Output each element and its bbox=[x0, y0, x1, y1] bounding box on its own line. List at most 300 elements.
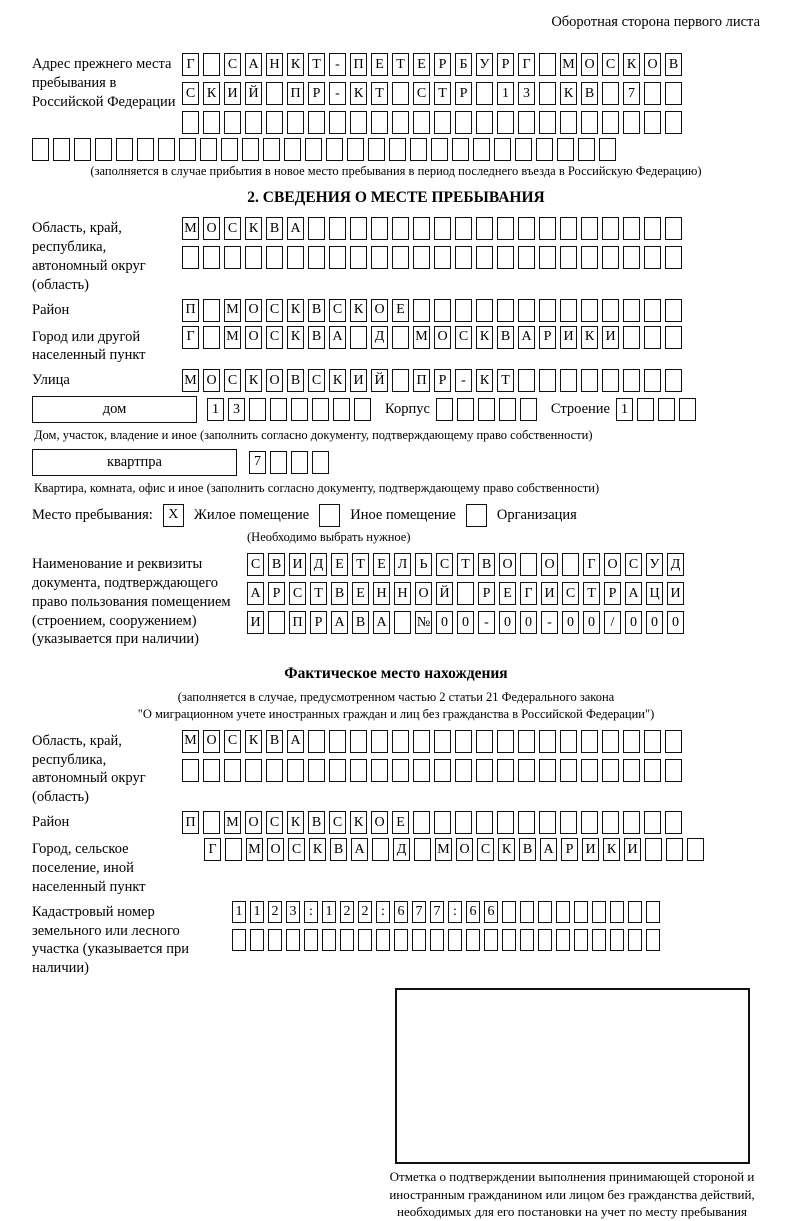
char-cell[interactable]: Т bbox=[583, 582, 600, 605]
char-cell[interactable]: 1 bbox=[322, 901, 336, 923]
char-cell[interactable]: 1 bbox=[497, 82, 514, 105]
char-cell[interactable]: Т bbox=[352, 553, 369, 576]
char-cell[interactable]: И bbox=[667, 582, 684, 605]
char-cell[interactable]: Т bbox=[497, 369, 514, 392]
char-cell[interactable] bbox=[266, 82, 283, 105]
char-cell[interactable] bbox=[347, 138, 364, 161]
char-cell[interactable] bbox=[536, 138, 553, 161]
char-cell[interactable]: И bbox=[624, 838, 641, 861]
char-cell[interactable]: В bbox=[519, 838, 536, 861]
char-cell[interactable] bbox=[628, 929, 642, 951]
char-cell[interactable] bbox=[413, 730, 430, 753]
char-cell[interactable]: Й bbox=[436, 582, 453, 605]
char-cell[interactable] bbox=[266, 759, 283, 782]
char-cell[interactable]: О bbox=[266, 369, 283, 392]
char-cell[interactable]: 6 bbox=[484, 901, 498, 923]
char-cell[interactable]: О bbox=[541, 553, 558, 576]
char-cell[interactable] bbox=[665, 217, 682, 240]
char-cell[interactable]: 0 bbox=[499, 611, 516, 634]
char-cell[interactable] bbox=[581, 811, 598, 834]
char-cell[interactable]: В bbox=[308, 299, 325, 322]
char-cell[interactable]: 7 bbox=[430, 901, 444, 923]
char-cell[interactable] bbox=[623, 759, 640, 782]
char-cell[interactable] bbox=[263, 138, 280, 161]
char-cell[interactable]: Т bbox=[371, 82, 388, 105]
char-cell[interactable] bbox=[499, 398, 516, 421]
char-cell[interactable] bbox=[518, 246, 535, 269]
char-cell[interactable]: К bbox=[287, 299, 304, 322]
char-cell[interactable] bbox=[326, 138, 343, 161]
char-cell[interactable] bbox=[476, 730, 493, 753]
char-cell[interactable] bbox=[392, 246, 409, 269]
char-cell[interactable] bbox=[556, 901, 570, 923]
char-cell[interactable] bbox=[308, 730, 325, 753]
char-cell[interactable] bbox=[665, 299, 682, 322]
char-cell[interactable]: 1 bbox=[250, 901, 264, 923]
char-cell[interactable] bbox=[350, 759, 367, 782]
char-cell[interactable]: С bbox=[329, 299, 346, 322]
char-cell[interactable] bbox=[200, 138, 217, 161]
char-cell[interactable]: 2 bbox=[340, 901, 354, 923]
char-cell[interactable]: К bbox=[287, 53, 304, 76]
char-cell[interactable] bbox=[623, 217, 640, 240]
char-cell[interactable] bbox=[203, 326, 220, 349]
char-cell[interactable] bbox=[574, 901, 588, 923]
char-cell[interactable]: / bbox=[604, 611, 621, 634]
char-cell[interactable]: 7 bbox=[249, 451, 266, 474]
char-cell[interactable]: 3 bbox=[228, 398, 245, 421]
char-cell[interactable]: 6 bbox=[466, 901, 480, 923]
char-cell[interactable] bbox=[476, 217, 493, 240]
char-cell[interactable]: С bbox=[224, 53, 241, 76]
char-cell[interactable]: М bbox=[246, 838, 263, 861]
char-cell[interactable] bbox=[539, 246, 556, 269]
char-cell[interactable] bbox=[413, 217, 430, 240]
char-cell[interactable]: : bbox=[376, 901, 390, 923]
char-cell[interactable] bbox=[371, 246, 388, 269]
char-cell[interactable]: О bbox=[203, 369, 220, 392]
char-cell[interactable]: У bbox=[646, 553, 663, 576]
char-cell[interactable] bbox=[376, 929, 390, 951]
char-cell[interactable]: А bbox=[329, 326, 346, 349]
char-cell[interactable] bbox=[602, 369, 619, 392]
char-cell[interactable] bbox=[392, 326, 409, 349]
char-cell[interactable] bbox=[434, 246, 451, 269]
char-cell[interactable] bbox=[137, 138, 154, 161]
char-cell[interactable]: И bbox=[560, 326, 577, 349]
char-cell[interactable] bbox=[476, 246, 493, 269]
char-cell[interactable]: 2 bbox=[358, 901, 372, 923]
char-cell[interactable] bbox=[308, 217, 325, 240]
char-cell[interactable]: Д bbox=[371, 326, 388, 349]
char-cell[interactable]: № bbox=[415, 611, 432, 634]
char-cell[interactable] bbox=[476, 759, 493, 782]
char-cell[interactable] bbox=[602, 111, 619, 134]
char-cell[interactable] bbox=[560, 811, 577, 834]
char-cell[interactable] bbox=[623, 111, 640, 134]
char-cell[interactable] bbox=[679, 398, 696, 421]
char-cell[interactable] bbox=[637, 398, 654, 421]
char-cell[interactable] bbox=[287, 111, 304, 134]
char-cell[interactable]: Т bbox=[308, 53, 325, 76]
char-cell[interactable] bbox=[581, 759, 598, 782]
char-cell[interactable] bbox=[430, 929, 444, 951]
char-cell[interactable]: А bbox=[540, 838, 557, 861]
char-cell[interactable] bbox=[644, 217, 661, 240]
char-cell[interactable] bbox=[602, 217, 619, 240]
char-cell[interactable] bbox=[574, 929, 588, 951]
char-cell[interactable]: К bbox=[350, 82, 367, 105]
char-cell[interactable]: С bbox=[224, 217, 241, 240]
char-cell[interactable] bbox=[350, 246, 367, 269]
char-cell[interactable]: Д bbox=[310, 553, 327, 576]
char-cell[interactable] bbox=[539, 53, 556, 76]
char-cell[interactable] bbox=[515, 138, 532, 161]
char-cell[interactable]: Ь bbox=[415, 553, 432, 576]
char-cell[interactable]: Н bbox=[394, 582, 411, 605]
char-cell[interactable] bbox=[410, 138, 427, 161]
char-cell[interactable] bbox=[270, 451, 287, 474]
char-cell[interactable] bbox=[203, 246, 220, 269]
char-cell[interactable]: И bbox=[602, 326, 619, 349]
char-cell[interactable]: С bbox=[329, 811, 346, 834]
char-cell[interactable]: Б bbox=[455, 53, 472, 76]
char-cell[interactable]: В bbox=[266, 730, 283, 753]
char-cell[interactable] bbox=[644, 326, 661, 349]
char-cell[interactable]: С bbox=[224, 730, 241, 753]
char-cell[interactable]: Т bbox=[310, 582, 327, 605]
char-cell[interactable] bbox=[455, 246, 472, 269]
char-cell[interactable]: С bbox=[308, 369, 325, 392]
char-cell[interactable]: 0 bbox=[562, 611, 579, 634]
char-cell[interactable] bbox=[665, 82, 682, 105]
char-cell[interactable]: О bbox=[581, 53, 598, 76]
char-cell[interactable]: Г bbox=[518, 53, 535, 76]
char-cell[interactable]: В bbox=[308, 326, 325, 349]
char-cell[interactable]: Т bbox=[457, 553, 474, 576]
char-cell[interactable] bbox=[644, 111, 661, 134]
char-cell[interactable]: : bbox=[304, 901, 318, 923]
checkbox-inoe[interactable] bbox=[319, 504, 340, 527]
char-cell[interactable]: К bbox=[287, 326, 304, 349]
char-cell[interactable] bbox=[644, 82, 661, 105]
char-cell[interactable] bbox=[538, 901, 552, 923]
char-cell[interactable] bbox=[455, 811, 472, 834]
char-cell[interactable] bbox=[392, 111, 409, 134]
char-cell[interactable] bbox=[455, 299, 472, 322]
char-cell[interactable] bbox=[494, 138, 511, 161]
char-cell[interactable] bbox=[497, 730, 514, 753]
char-cell[interactable] bbox=[266, 111, 283, 134]
char-cell[interactable]: К bbox=[623, 53, 640, 76]
char-cell[interactable] bbox=[371, 759, 388, 782]
char-cell[interactable] bbox=[116, 138, 133, 161]
char-cell[interactable] bbox=[322, 929, 336, 951]
char-cell[interactable] bbox=[476, 82, 493, 105]
char-cell[interactable] bbox=[539, 111, 556, 134]
char-cell[interactable] bbox=[581, 299, 598, 322]
char-cell[interactable]: А bbox=[518, 326, 535, 349]
char-cell[interactable]: В bbox=[331, 582, 348, 605]
char-cell[interactable] bbox=[592, 901, 606, 923]
char-cell[interactable] bbox=[242, 138, 259, 161]
char-cell[interactable]: М bbox=[435, 838, 452, 861]
char-cell[interactable]: И bbox=[350, 369, 367, 392]
char-cell[interactable]: 2 bbox=[268, 901, 282, 923]
char-cell[interactable] bbox=[457, 582, 474, 605]
char-cell[interactable] bbox=[287, 759, 304, 782]
char-cell[interactable]: Р bbox=[434, 369, 451, 392]
char-cell[interactable]: Ц bbox=[646, 582, 663, 605]
char-cell[interactable]: К bbox=[245, 217, 262, 240]
char-cell[interactable] bbox=[350, 326, 367, 349]
char-cell[interactable]: Р bbox=[455, 82, 472, 105]
char-cell[interactable] bbox=[457, 398, 474, 421]
char-cell[interactable]: О bbox=[456, 838, 473, 861]
char-cell[interactable]: Р bbox=[478, 582, 495, 605]
char-cell[interactable]: О bbox=[644, 53, 661, 76]
char-cell[interactable]: - bbox=[478, 611, 495, 634]
char-cell[interactable] bbox=[340, 929, 354, 951]
char-cell[interactable]: К bbox=[309, 838, 326, 861]
char-cell[interactable]: Г bbox=[520, 582, 537, 605]
char-cell[interactable] bbox=[158, 138, 175, 161]
char-cell[interactable] bbox=[392, 730, 409, 753]
char-cell[interactable] bbox=[502, 901, 516, 923]
char-cell[interactable]: 1 bbox=[616, 398, 633, 421]
char-cell[interactable]: П bbox=[182, 811, 199, 834]
char-cell[interactable] bbox=[644, 759, 661, 782]
char-cell[interactable]: М bbox=[224, 326, 241, 349]
char-cell[interactable] bbox=[623, 299, 640, 322]
char-cell[interactable] bbox=[473, 138, 490, 161]
char-cell[interactable]: 0 bbox=[667, 611, 684, 634]
char-cell[interactable]: И bbox=[541, 582, 558, 605]
char-cell[interactable] bbox=[497, 246, 514, 269]
char-cell[interactable]: В bbox=[287, 369, 304, 392]
char-cell[interactable] bbox=[476, 811, 493, 834]
char-cell[interactable] bbox=[455, 759, 472, 782]
char-cell[interactable] bbox=[520, 553, 537, 576]
char-cell[interactable] bbox=[270, 398, 287, 421]
char-cell[interactable]: Р bbox=[308, 82, 325, 105]
char-cell[interactable] bbox=[329, 759, 346, 782]
char-cell[interactable]: О bbox=[415, 582, 432, 605]
char-cell[interactable] bbox=[478, 398, 495, 421]
char-cell[interactable] bbox=[628, 901, 642, 923]
char-cell[interactable]: С bbox=[625, 553, 642, 576]
checkbox-organizaciya[interactable] bbox=[466, 504, 487, 527]
char-cell[interactable] bbox=[413, 759, 430, 782]
char-cell[interactable] bbox=[665, 759, 682, 782]
char-cell[interactable] bbox=[413, 811, 430, 834]
char-cell[interactable] bbox=[434, 730, 451, 753]
char-cell[interactable]: 0 bbox=[457, 611, 474, 634]
char-cell[interactable] bbox=[436, 398, 453, 421]
char-cell[interactable]: М bbox=[224, 299, 241, 322]
char-cell[interactable] bbox=[610, 929, 624, 951]
char-cell[interactable] bbox=[560, 369, 577, 392]
char-cell[interactable]: С bbox=[266, 811, 283, 834]
char-cell[interactable] bbox=[224, 759, 241, 782]
char-cell[interactable] bbox=[371, 217, 388, 240]
char-cell[interactable] bbox=[232, 929, 246, 951]
char-cell[interactable]: Г bbox=[182, 53, 199, 76]
char-cell[interactable] bbox=[602, 82, 619, 105]
char-cell[interactable]: С bbox=[436, 553, 453, 576]
char-cell[interactable]: А bbox=[287, 217, 304, 240]
char-cell[interactable] bbox=[644, 246, 661, 269]
char-cell[interactable] bbox=[497, 811, 514, 834]
char-cell[interactable] bbox=[518, 811, 535, 834]
char-cell[interactable]: О bbox=[245, 326, 262, 349]
char-cell[interactable] bbox=[518, 759, 535, 782]
char-cell[interactable] bbox=[581, 369, 598, 392]
char-cell[interactable] bbox=[484, 929, 498, 951]
char-cell[interactable] bbox=[329, 730, 346, 753]
char-cell[interactable]: О bbox=[245, 299, 262, 322]
char-cell[interactable] bbox=[221, 138, 238, 161]
char-cell[interactable] bbox=[665, 730, 682, 753]
char-cell[interactable] bbox=[599, 138, 616, 161]
char-cell[interactable] bbox=[329, 217, 346, 240]
char-cell[interactable]: Р bbox=[310, 611, 327, 634]
char-cell[interactable]: С bbox=[266, 326, 283, 349]
char-cell[interactable] bbox=[434, 217, 451, 240]
char-cell[interactable] bbox=[560, 299, 577, 322]
char-cell[interactable] bbox=[245, 111, 262, 134]
char-cell[interactable] bbox=[623, 326, 640, 349]
char-cell[interactable] bbox=[538, 929, 552, 951]
char-cell[interactable]: К bbox=[350, 299, 367, 322]
char-cell[interactable] bbox=[413, 111, 430, 134]
char-cell[interactable]: В bbox=[665, 53, 682, 76]
char-cell[interactable] bbox=[350, 111, 367, 134]
char-cell[interactable]: П bbox=[289, 611, 306, 634]
char-cell[interactable]: Е bbox=[373, 553, 390, 576]
char-cell[interactable] bbox=[225, 838, 242, 861]
char-cell[interactable] bbox=[392, 217, 409, 240]
char-cell[interactable]: Д bbox=[667, 553, 684, 576]
char-cell[interactable] bbox=[623, 369, 640, 392]
char-cell[interactable]: 3 bbox=[518, 82, 535, 105]
char-cell[interactable] bbox=[665, 111, 682, 134]
char-cell[interactable] bbox=[249, 398, 266, 421]
char-cell[interactable]: 7 bbox=[623, 82, 640, 105]
char-cell[interactable] bbox=[74, 138, 91, 161]
char-cell[interactable] bbox=[182, 111, 199, 134]
char-cell[interactable]: Е bbox=[413, 53, 430, 76]
char-cell[interactable] bbox=[455, 111, 472, 134]
char-cell[interactable]: Р bbox=[539, 326, 556, 349]
char-cell[interactable]: Т bbox=[392, 53, 409, 76]
char-cell[interactable]: 1 bbox=[232, 901, 246, 923]
char-cell[interactable] bbox=[623, 246, 640, 269]
char-cell[interactable] bbox=[518, 369, 535, 392]
char-cell[interactable]: К bbox=[245, 369, 262, 392]
char-cell[interactable] bbox=[413, 246, 430, 269]
char-cell[interactable]: И bbox=[582, 838, 599, 861]
char-cell[interactable] bbox=[224, 111, 241, 134]
char-cell[interactable]: К bbox=[476, 326, 493, 349]
char-cell[interactable]: : bbox=[448, 901, 462, 923]
char-cell[interactable]: К bbox=[245, 730, 262, 753]
char-cell[interactable] bbox=[520, 398, 537, 421]
char-cell[interactable] bbox=[560, 217, 577, 240]
char-cell[interactable] bbox=[434, 759, 451, 782]
char-cell[interactable] bbox=[371, 730, 388, 753]
char-cell[interactable] bbox=[556, 929, 570, 951]
char-cell[interactable] bbox=[476, 299, 493, 322]
char-cell[interactable]: О bbox=[371, 811, 388, 834]
char-cell[interactable]: И bbox=[289, 553, 306, 576]
char-cell[interactable] bbox=[539, 811, 556, 834]
char-cell[interactable]: Г bbox=[204, 838, 221, 861]
char-cell[interactable]: С bbox=[289, 582, 306, 605]
char-cell[interactable]: Л bbox=[394, 553, 411, 576]
char-cell[interactable]: - bbox=[329, 53, 346, 76]
char-cell[interactable]: П bbox=[287, 82, 304, 105]
char-cell[interactable] bbox=[266, 246, 283, 269]
char-cell[interactable]: Н bbox=[373, 582, 390, 605]
char-cell[interactable] bbox=[644, 730, 661, 753]
char-cell[interactable] bbox=[518, 111, 535, 134]
char-cell[interactable] bbox=[666, 838, 683, 861]
char-cell[interactable] bbox=[394, 929, 408, 951]
char-cell[interactable]: 0 bbox=[436, 611, 453, 634]
char-cell[interactable] bbox=[602, 811, 619, 834]
char-cell[interactable]: 7 bbox=[412, 901, 426, 923]
char-cell[interactable]: К bbox=[581, 326, 598, 349]
char-cell[interactable]: 3 bbox=[286, 901, 300, 923]
char-cell[interactable]: Р bbox=[268, 582, 285, 605]
char-cell[interactable] bbox=[602, 246, 619, 269]
char-cell[interactable] bbox=[371, 111, 388, 134]
char-cell[interactable]: О bbox=[267, 838, 284, 861]
char-cell[interactable] bbox=[581, 730, 598, 753]
char-cell[interactable] bbox=[284, 138, 301, 161]
char-cell[interactable] bbox=[578, 138, 595, 161]
char-cell[interactable]: Е bbox=[392, 299, 409, 322]
char-cell[interactable] bbox=[53, 138, 70, 161]
char-cell[interactable] bbox=[581, 246, 598, 269]
char-cell[interactable]: С bbox=[266, 299, 283, 322]
char-cell[interactable]: Р bbox=[434, 53, 451, 76]
char-cell[interactable] bbox=[581, 111, 598, 134]
char-cell[interactable] bbox=[687, 838, 704, 861]
char-cell[interactable]: К bbox=[560, 82, 577, 105]
char-cell[interactable]: О bbox=[203, 730, 220, 753]
char-cell[interactable]: В bbox=[581, 82, 598, 105]
char-cell[interactable] bbox=[434, 111, 451, 134]
char-cell[interactable] bbox=[539, 730, 556, 753]
char-cell[interactable] bbox=[476, 111, 493, 134]
char-cell[interactable] bbox=[448, 929, 462, 951]
char-cell[interactable]: К bbox=[329, 369, 346, 392]
char-cell[interactable] bbox=[539, 217, 556, 240]
char-cell[interactable]: М bbox=[224, 811, 241, 834]
char-cell[interactable] bbox=[245, 246, 262, 269]
char-cell[interactable] bbox=[312, 451, 329, 474]
char-cell[interactable] bbox=[434, 299, 451, 322]
char-cell[interactable] bbox=[434, 811, 451, 834]
char-cell[interactable] bbox=[520, 901, 534, 923]
char-cell[interactable]: О bbox=[203, 217, 220, 240]
char-cell[interactable] bbox=[350, 217, 367, 240]
char-cell[interactable] bbox=[497, 217, 514, 240]
char-cell[interactable]: А bbox=[625, 582, 642, 605]
char-cell[interactable]: И bbox=[247, 611, 264, 634]
